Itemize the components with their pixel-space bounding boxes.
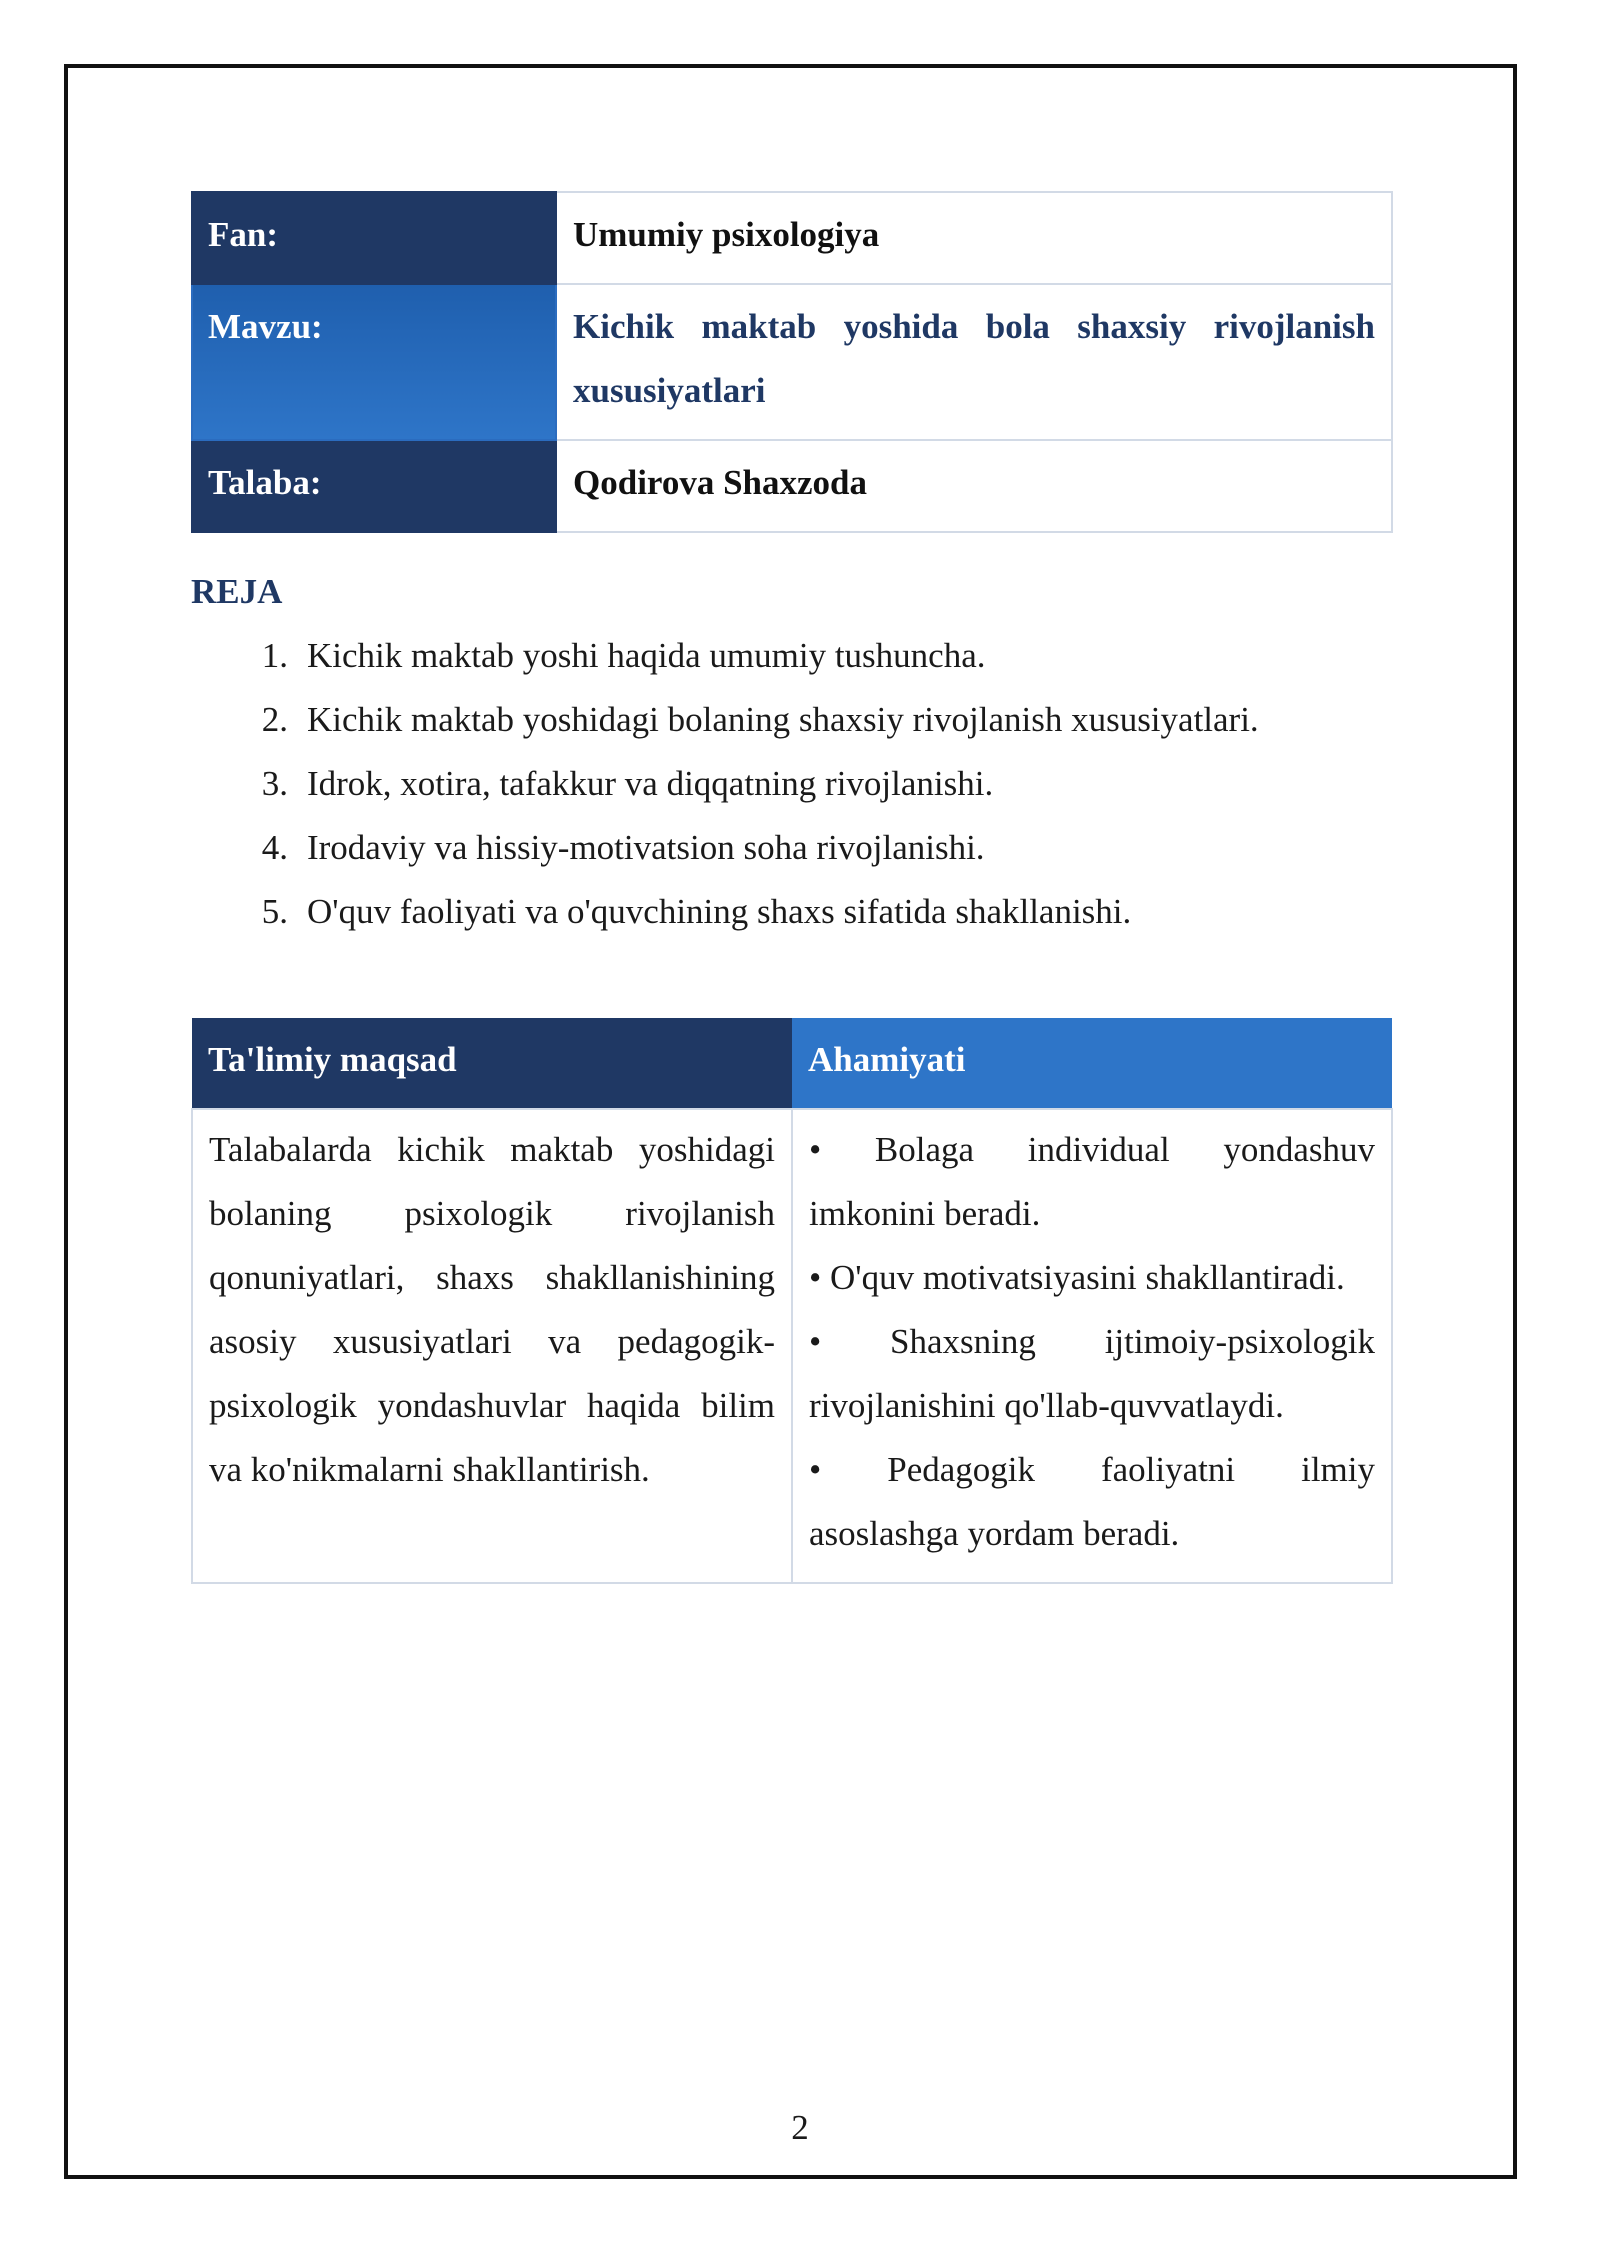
student-value: Qodirova Shaxzoda [556,440,1392,532]
plan-item-number: 5. [261,892,288,931]
importance-header: Ahamiyati [792,1018,1392,1109]
plan-item-text: Irodaviy va hissiy-motivatsion soha rivojlanishi. [307,828,985,867]
goal-table [191,1018,1393,1584]
subject-value: Umumiy psixologiya [556,192,1392,284]
importance-cell [792,1109,1392,1583]
plan-item [191,752,1259,816]
importance-item [809,1310,1375,1438]
subject-row [192,192,1392,284]
plan-item [191,880,1259,944]
importance-item [809,1438,1375,1566]
goal-table-header [192,1018,1392,1109]
goal-header: Ta'limiy maqsad [192,1018,792,1109]
topic-value-line1: Kichik maktab yoshida bola shaxsiy rivojlanish [573,307,1375,346]
goal-table-row [192,1109,1392,1583]
topic-row [192,284,1392,440]
importance-item-line1: • Bolaga individual yondashuv [809,1130,1375,1169]
importance-item-line2: asoslashga yordam beradi. [809,1514,1180,1553]
plan-item-number: 1. [261,636,288,675]
importance-item-line2: imkonini beradi. [809,1194,1041,1233]
goal-text: Talabalarda kichik maktab yoshidagi bolaning psixologik rivojlanish qonuniyatlari, shaxs shakllanishining asosiy xususiyatlari va pedagogik-psixologik yondashuvlar haqida bilim va ko'nikmalarni shakllantirish. [192,1109,792,1583]
plan-item-text: Kichik maktab yoshidagi bolaning shaxsiy rivojlanish xususiyatlari. [307,700,1259,739]
plan-item [191,624,1259,688]
topic-value-line2: xususiyatlari [573,371,766,410]
course-info-table [191,191,1393,533]
topic-label: Mavzu: [192,284,556,440]
plan-title: REJA [191,572,283,611]
plan-item-number: 2. [261,700,288,739]
plan-item [191,816,1259,880]
importance-item [809,1246,1375,1310]
plan-item-text: O'quv faoliyati va o'quvchining shaxs sifatida shakllanishi. [307,892,1132,931]
subject-label: Fan: [192,192,556,284]
topic-value [556,284,1392,440]
plan-item-text: Kichik maktab yoshi haqida umumiy tushuncha. [307,636,986,675]
importance-item-line1: • Shaxsning ijtimoiy-psixologik [809,1322,1375,1361]
plan-item-number: 4. [261,828,288,867]
importance-item-line2: rivojlanishini qo'llab-quvvatlaydi. [809,1386,1284,1425]
importance-item [809,1118,1375,1246]
plan-list [191,624,1259,944]
plan-item-text: Idrok, xotira, tafakkur va diqqatning rivojlanishi. [307,764,994,803]
importance-item-line1: • Pedagogik faoliyatni ilmiy [809,1450,1375,1489]
importance-item-line1: • O'quv motivatsiyasini shakllantiradi. [809,1258,1345,1297]
plan-item [191,688,1259,752]
student-label: Talaba: [192,440,556,532]
student-row [192,440,1392,532]
page-number: 2 [791,2108,809,2147]
plan-item-number: 3. [261,764,288,803]
